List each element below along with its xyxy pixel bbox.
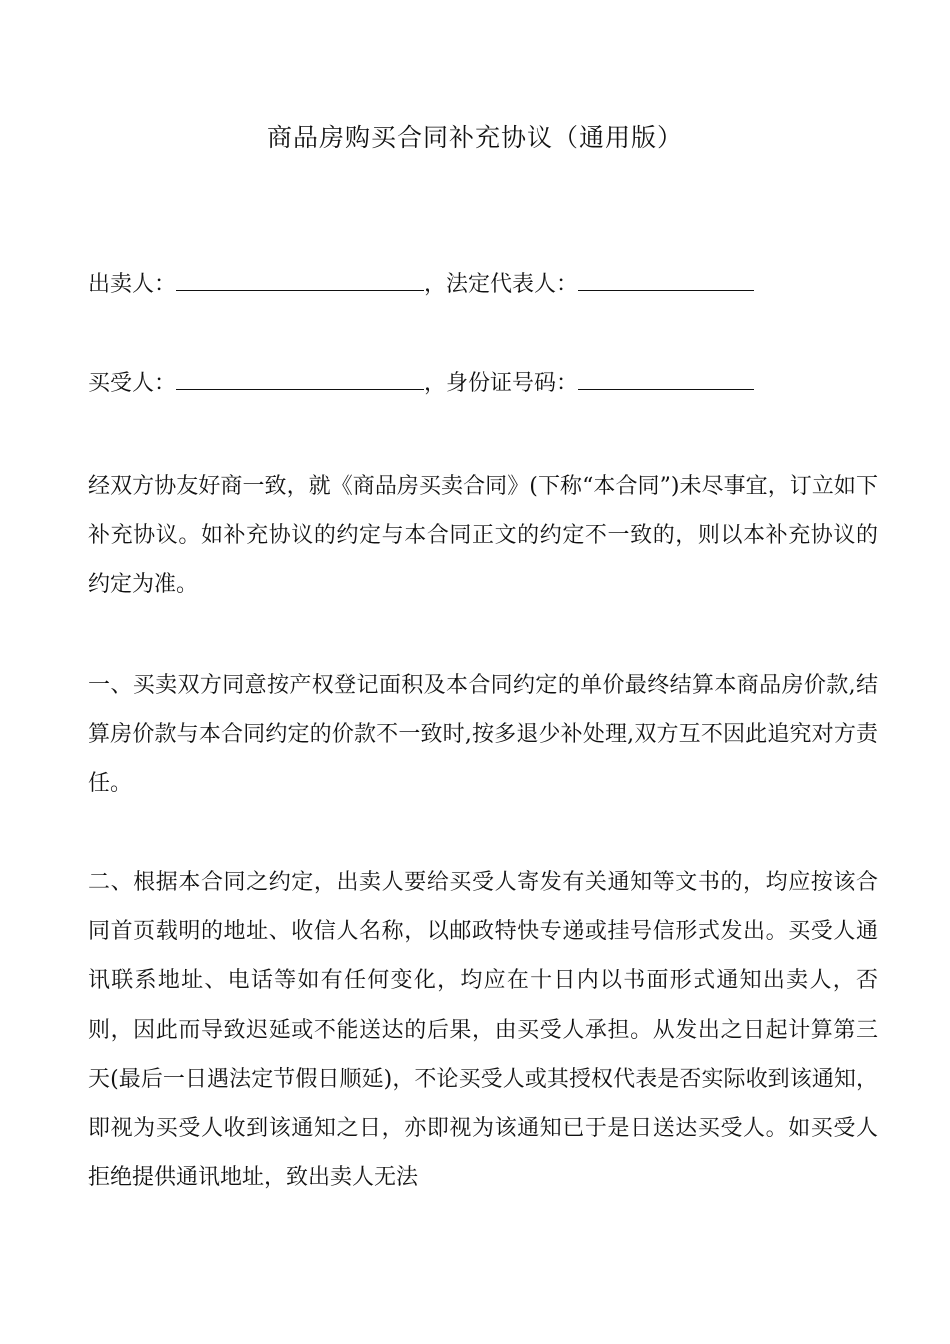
document-title: 商品房购买合同补充协议（通用版） — [266, 123, 683, 152]
buyer-name-blank[interactable] — [176, 369, 424, 390]
id-number-blank[interactable] — [578, 369, 754, 390]
buyer-label: 买受人： — [88, 371, 177, 396]
legal-rep-label: 法定代表人： — [446, 272, 579, 297]
seller-label: 出卖人： — [88, 272, 177, 297]
id-number-label: 身份证号码： — [446, 371, 579, 396]
buyer-line — [88, 369, 754, 399]
seller-separator: ， — [424, 272, 447, 297]
legal-rep-blank[interactable] — [578, 270, 754, 291]
intro-paragraph: 经双方协友好商一致，就《商品房买卖合同》(下称“本合同”)未尽事宜，订立如下补充协议。如补充协议的约定与本合同正文的约定不一致的，则以本补充协议的约定为准。 — [88, 474, 878, 598]
seller-name-blank[interactable] — [176, 270, 424, 291]
clause-one-paragraph: 一、买卖双方同意按产权登记面积及本合同约定的单价最终结算本商品房价款,结算房价款与本合同约定的价款不一致时,按多退少补处理,双方互不因此追究对方责任。 — [88, 673, 878, 797]
clause-two-paragraph: 二、根据本合同之约定，出卖人要给买受人寄发有关通知等文书的，均应按该合同首页载明的地址、收信人名称，以邮政特快专递或挂号信形式发出。买受人通讯联系地址、电话等如有任何变化，均应在十日内以书面形式通知出卖人，否则，因此而导致迟延或不能送达的后果，由买受人承担。从发出之日起计算第三天(最后一日遇法定节假日顺延)，不论买受人或其授权代表是否实际收到该通知，即视为买受人收到该通知之日，亦即视为该通知已于是日送达买受人。如买受人拒绝提供通讯地址，致出卖人无法 — [88, 870, 878, 1191]
buyer-separator: ， — [424, 371, 447, 396]
seller-line — [88, 270, 754, 300]
